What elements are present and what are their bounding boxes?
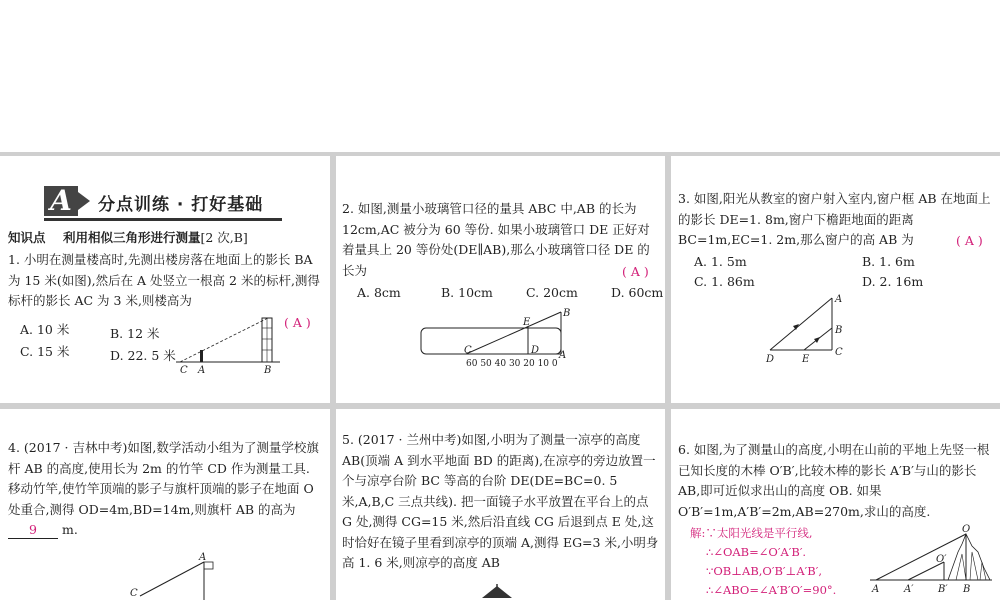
- q6-solution: [690, 524, 870, 600]
- q6-label-a: A: [872, 584, 880, 595]
- section-header: [44, 184, 282, 221]
- q4-text-body: 4. (2017 · 吉林中考)如图,数学活动小组为了测量学校旗杆 AB 的高度,使用长为 2m 的竹竿 CD 作为测量工具. 移动竹竿,使竹竿顶端的影子与旗杆顶端的影子在地面 O 处重合,测得 OD=4m,BD=14m,则旗杆 AB 的高为: [8, 440, 319, 517]
- q1-label-a: A: [198, 365, 206, 376]
- q2-label-e: E: [523, 317, 531, 328]
- q3-option-a: A. 1. 5m: [694, 254, 747, 269]
- q3-label-d: D: [766, 354, 775, 365]
- q2-label-d: D: [531, 345, 540, 356]
- q5-pavilion-icon: [480, 584, 514, 600]
- q2-figure: [418, 306, 578, 370]
- q1-figure: [172, 312, 284, 376]
- q4-answer: 9: [8, 522, 58, 539]
- q3-label-e: E: [802, 354, 810, 365]
- q6-solution-line-3: ∵OB⊥AB,O′B′⊥A′B′,: [706, 564, 822, 578]
- q2-option-d: D. 60cm: [611, 285, 664, 300]
- badge-arrow-icon: [78, 192, 90, 210]
- q1-option-a: A. 10 米: [20, 322, 70, 337]
- q6-figure: [866, 522, 996, 598]
- question-1-text: 1. 小明在测量楼高时,先测出楼房落在地面上的影长 BA 为 15 米(如图),然后在 A 处竖立一根高 2 米的标杆,测得标杆的影长 AC 为 3 米,则楼高为: [8, 252, 320, 308]
- q2-option-c: C. 20cm: [526, 285, 578, 300]
- section-title: 分点训练 · 打好基础: [98, 195, 264, 215]
- q2-option-b: B. 10cm: [441, 285, 493, 300]
- q6-solution-line-2: ∴∠OAB=∠O′A′B′.: [706, 545, 807, 559]
- question-2-text: 2. 如图,测量小玻璃管口径的量具 ABC 中,AB 的长为 12cm,AC 被分为 60 等份. 如果小玻璃管口 DE 正好对着量具上 20 等份处(DE∥AB),那么小玻璃管口径 DE 的长为: [342, 201, 650, 278]
- q3-option-d: D. 2. 16m: [862, 274, 924, 289]
- knowledge-topic: 利用相似三角形进行测量: [62, 230, 201, 245]
- q6-solution-line-4: ∴∠ABO=∠A′B′O′=90°.: [706, 583, 837, 597]
- q2-option-a: A. 8cm: [357, 285, 401, 300]
- q3-label-b: B: [835, 325, 843, 336]
- q3-figure: [760, 292, 850, 366]
- knowledge-tag: [2 次,B]: [200, 230, 248, 245]
- q4-figure: [120, 548, 220, 600]
- q1-option-d: D. 22. 5 米: [110, 348, 176, 363]
- q2-scale: 60 50 40 30 20 10 0: [466, 359, 558, 369]
- q3-label-c: C: [835, 347, 843, 358]
- q1-option-c: C. 15 米: [20, 344, 70, 359]
- q6-label-b-prime: B′: [938, 584, 948, 595]
- question-4-text: [8, 438, 326, 541]
- q3-label-a: A: [835, 294, 843, 305]
- q2-label-c: C: [464, 345, 472, 356]
- q6-label-o: O: [962, 524, 971, 535]
- q6-label-b: B: [963, 584, 971, 595]
- q1-label-b: B: [264, 365, 272, 376]
- q6-label-a-prime: A′: [904, 584, 914, 595]
- question-3-text: 3. 如图,阳光从教室的窗户射入室内,窗户框 AB 在地面上的影长 DE=1. 8m,窗户下檐距地面的距离 BC=1m,EC=1. 2m,那么窗户的高 AB 为: [678, 191, 991, 247]
- q1-answer: ( A ): [284, 315, 311, 330]
- q6-label-o-prime: O′: [936, 554, 947, 565]
- q3-option-c: C. 1. 86m: [694, 274, 755, 289]
- question-5-text: 5. (2017 · 兰州中考)如图,小明为了测量一凉亭的高度 AB(顶端 A 到水平地面 BD 的距离),在凉亭的旁边放置一个与凉亭台阶 BC 等高的台阶 DE(DE=BC=0. 5 米,A,B,C 三点共线). 把一面镜子水平放置在平台上的点 G 处,测得 CG=15 米,然后沿直线 CG 后退到点 E 处,这时恰好在镜子里看到凉亭的顶端 A,测得 EG=3 米,小明身高 1. 6 米,则凉亭的高度 AB: [342, 432, 659, 570]
- q2-answer: ( A ): [622, 264, 649, 279]
- q2-label-b: B: [563, 308, 571, 319]
- q1-label-c: C: [180, 365, 188, 376]
- q3-option-b: B. 1. 6m: [862, 254, 915, 269]
- q4-label-c: C: [130, 588, 138, 599]
- q2-label-a: A: [559, 350, 567, 361]
- q4-unit: m.: [61, 522, 78, 537]
- q3-answer: ( A ): [956, 233, 983, 248]
- q6-solution-line-1: 解:∵太阳光线是平行线,: [690, 526, 813, 540]
- section-badge: A: [44, 186, 78, 216]
- q1-option-b: B. 12 米: [110, 326, 160, 341]
- knowledge-point: [8, 228, 248, 246]
- q4-label-a: A: [199, 552, 207, 563]
- question-6-text: 6. 如图,为了测量山的高度,小明在山前的平地上先竖一根已知长度的木棒 O′B′,比较木棒的影长 A′B′与山的影长 AB,即可近似求出山的高度 OB. 如果 O′B′=1m,A′B′=2m,AB=270m,求山的高度.: [678, 442, 990, 519]
- knowledge-label: 知识点: [8, 230, 46, 245]
